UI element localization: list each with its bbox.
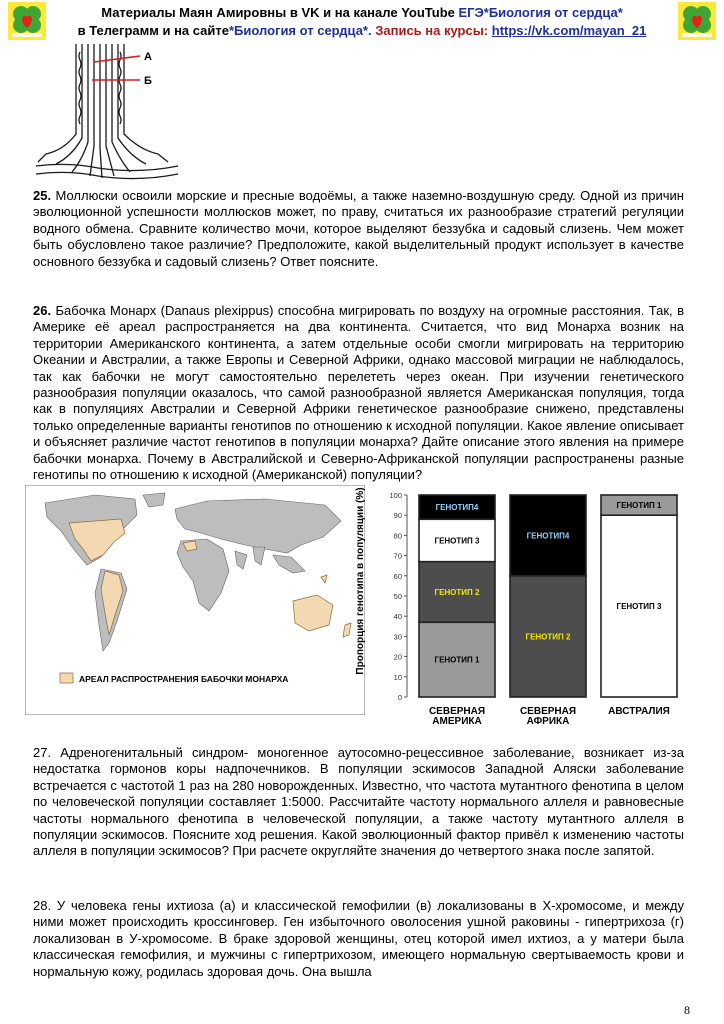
chart-ylabel: Пропорция генотипа в популяции (%) xyxy=(355,487,366,675)
header-site-brand: *Биология от сердца*. xyxy=(228,23,372,38)
map-legend-text: АРЕАЛ РАСПРОСТРАНЕНИЯ БАБОЧКИ МОНАРХА xyxy=(79,674,289,684)
label-b: Б xyxy=(144,75,152,87)
header-line-1 xyxy=(50,4,674,21)
bar-segment-label: ГЕНОТИП 1 xyxy=(616,501,662,511)
bar-segment-label: ГЕНОТИП4 xyxy=(435,503,479,513)
header-prefix: Материалы Маян Амировны в VK и на канале YouTube xyxy=(101,5,459,20)
page-number: 8 xyxy=(684,1003,690,1017)
category-label: СЕВЕРНАЯ xyxy=(428,706,486,717)
category-label: АФРИКА xyxy=(526,716,570,727)
bar-segment-label: ГЕНОТИП 1 xyxy=(434,655,480,665)
vk-link[interactable]: https://vk.com/mayan_21 xyxy=(491,23,647,38)
category-label: АМЕРИКА xyxy=(432,716,482,727)
bar-segment-label: ГЕНОТИП 3 xyxy=(616,602,662,612)
y-tick-label: 100 xyxy=(389,491,402,500)
question-26-text: Бабочка Монарх (Danaus plexippus) способна мигрировать по воздуху на огромные расстояния. Так, в Америке её ареал распространяется на два континента. Считается, что вид Монарха возник на территории Американского континента, а затем отдельные особи смогли мигрировать на территорию Океании и Австралии, а также Европы и Северной Африки, однако массовой миграции не наблюдалось, так как бабочки не могут самостоятельно перелететь через океан. При изучении генетического разнообразия популяции оказалось, что самой разнообразной является Американская популяция, тогда как в популяциях Австралии и Северной Африки генетическое разнообразие снижено, представлены только определенные варианты генотипов по отношению к исходной популяции. Какое явление описывает и объясняет различие частот генотипов в популяции монарха? Дайте описание этого явления на примере бабочки монарха. Почему в Австралийской и Северно-Африканской популяции распространены разные генотипы по отношению к исходной (Американской) популяции? xyxy=(33,303,684,483)
chart-y-axis xyxy=(389,491,407,702)
question-26 xyxy=(33,303,684,483)
y-tick-label: 60 xyxy=(393,571,402,581)
logo-right xyxy=(678,2,716,40)
bar-segment-label: ГЕНОТИП 3 xyxy=(434,536,480,546)
y-tick-label: 50 xyxy=(393,592,402,601)
y-tick-label: 90 xyxy=(393,511,402,521)
y-tick-label: 0 xyxy=(397,693,402,702)
chart-bars xyxy=(419,495,677,697)
header-line-2 xyxy=(50,22,674,39)
bar-segment-label: ГЕНОТИП 2 xyxy=(525,632,571,642)
y-tick-label: 80 xyxy=(393,531,402,541)
category-label: СЕВЕРНАЯ xyxy=(519,706,577,717)
question-25-text: Моллюски освоили морские и пресные водоёмы, а также наземно-воздушную среду. Одной из причин эволюционной успешности моллюсков может, по праву, считаться их разнообразие стратегий регуляции водного обмена. Сравните количество мочи, которое выделяют беззубка и садовый слизень. Чем может быть обусловлено такое различие? Предположите, какой выделительный продукт использует в качестве основного беззубка и садовый слизень? Ответ поясните. xyxy=(33,188,684,269)
bar-segment-label: ГЕНОТИП4 xyxy=(526,531,570,541)
question-27 xyxy=(33,745,684,860)
bar-segment-label: ГЕНОТИП 2 xyxy=(434,587,480,597)
y-tick-label: 70 xyxy=(393,551,402,561)
question-26-number: 26. xyxy=(33,303,52,318)
header-site-text: в Телеграмм и на сайте xyxy=(77,23,229,38)
label-a: А xyxy=(144,51,152,63)
y-tick-label: 30 xyxy=(393,632,402,642)
question-25-number: 25. xyxy=(33,188,52,203)
question-28 xyxy=(33,898,684,980)
question-25 xyxy=(33,188,684,270)
y-tick-label: 20 xyxy=(393,652,402,662)
logo-left xyxy=(8,2,46,40)
header-signup: Запись на курсы: xyxy=(371,23,489,38)
header-brand: ЕГЭ*Биология от сердца* xyxy=(458,5,623,20)
question-28-text: 28. У человека гены ихтиоза (а) и классической гемофилии (в) локализованы в Х-хромосоме, и между ними может происходить кроссинговер. Ген избыточного оволосения ушной раковины - гипертрихоза (г) локализован в У-хромосоме. В браке здоровой женщины, отец которой имел ихтиоз, а у матери была классическая гемофилия, и мужчины с гипертрихозом, имеющего нормальную свертываемость крови и нормальную кожу, родилась здоровая дочь. Она вышла xyxy=(33,898,684,979)
genotype-chart xyxy=(350,485,692,730)
monarch-range-map xyxy=(25,485,365,715)
villi-figure xyxy=(28,42,188,182)
chart-categories xyxy=(429,706,670,727)
question-27-text: 27. Адреногенитальный синдром- моногенное аутосомно-рецессивное заболевание, возникает из-за недостатка гормонов коры надпочечников. В популяции эскимосов Западной Аляски заболевание встречается с частотой 1 раз на 280 новорожденных. Известно, что частота мутантного фенотипа в целом по человеческой популяции составляет 1:5000. Рассчитайте частоту нормального аллеля и равновесные частоты нормального фенотипа в человеческой популяции, а также частоту мутантного аллеля в популяции эскимосов. Поясните ход решения. Какой эволюционный фактор привёл к изменению частоты аллеля в популяции эскимосов? При расчете округляйте значения до четвертого знака после запятой. xyxy=(33,745,684,859)
map-legend-swatch xyxy=(60,673,73,683)
y-tick-label: 40 xyxy=(393,612,402,622)
category-label: АВСТРАЛИЯ xyxy=(608,706,670,717)
y-tick-label: 10 xyxy=(393,672,402,682)
